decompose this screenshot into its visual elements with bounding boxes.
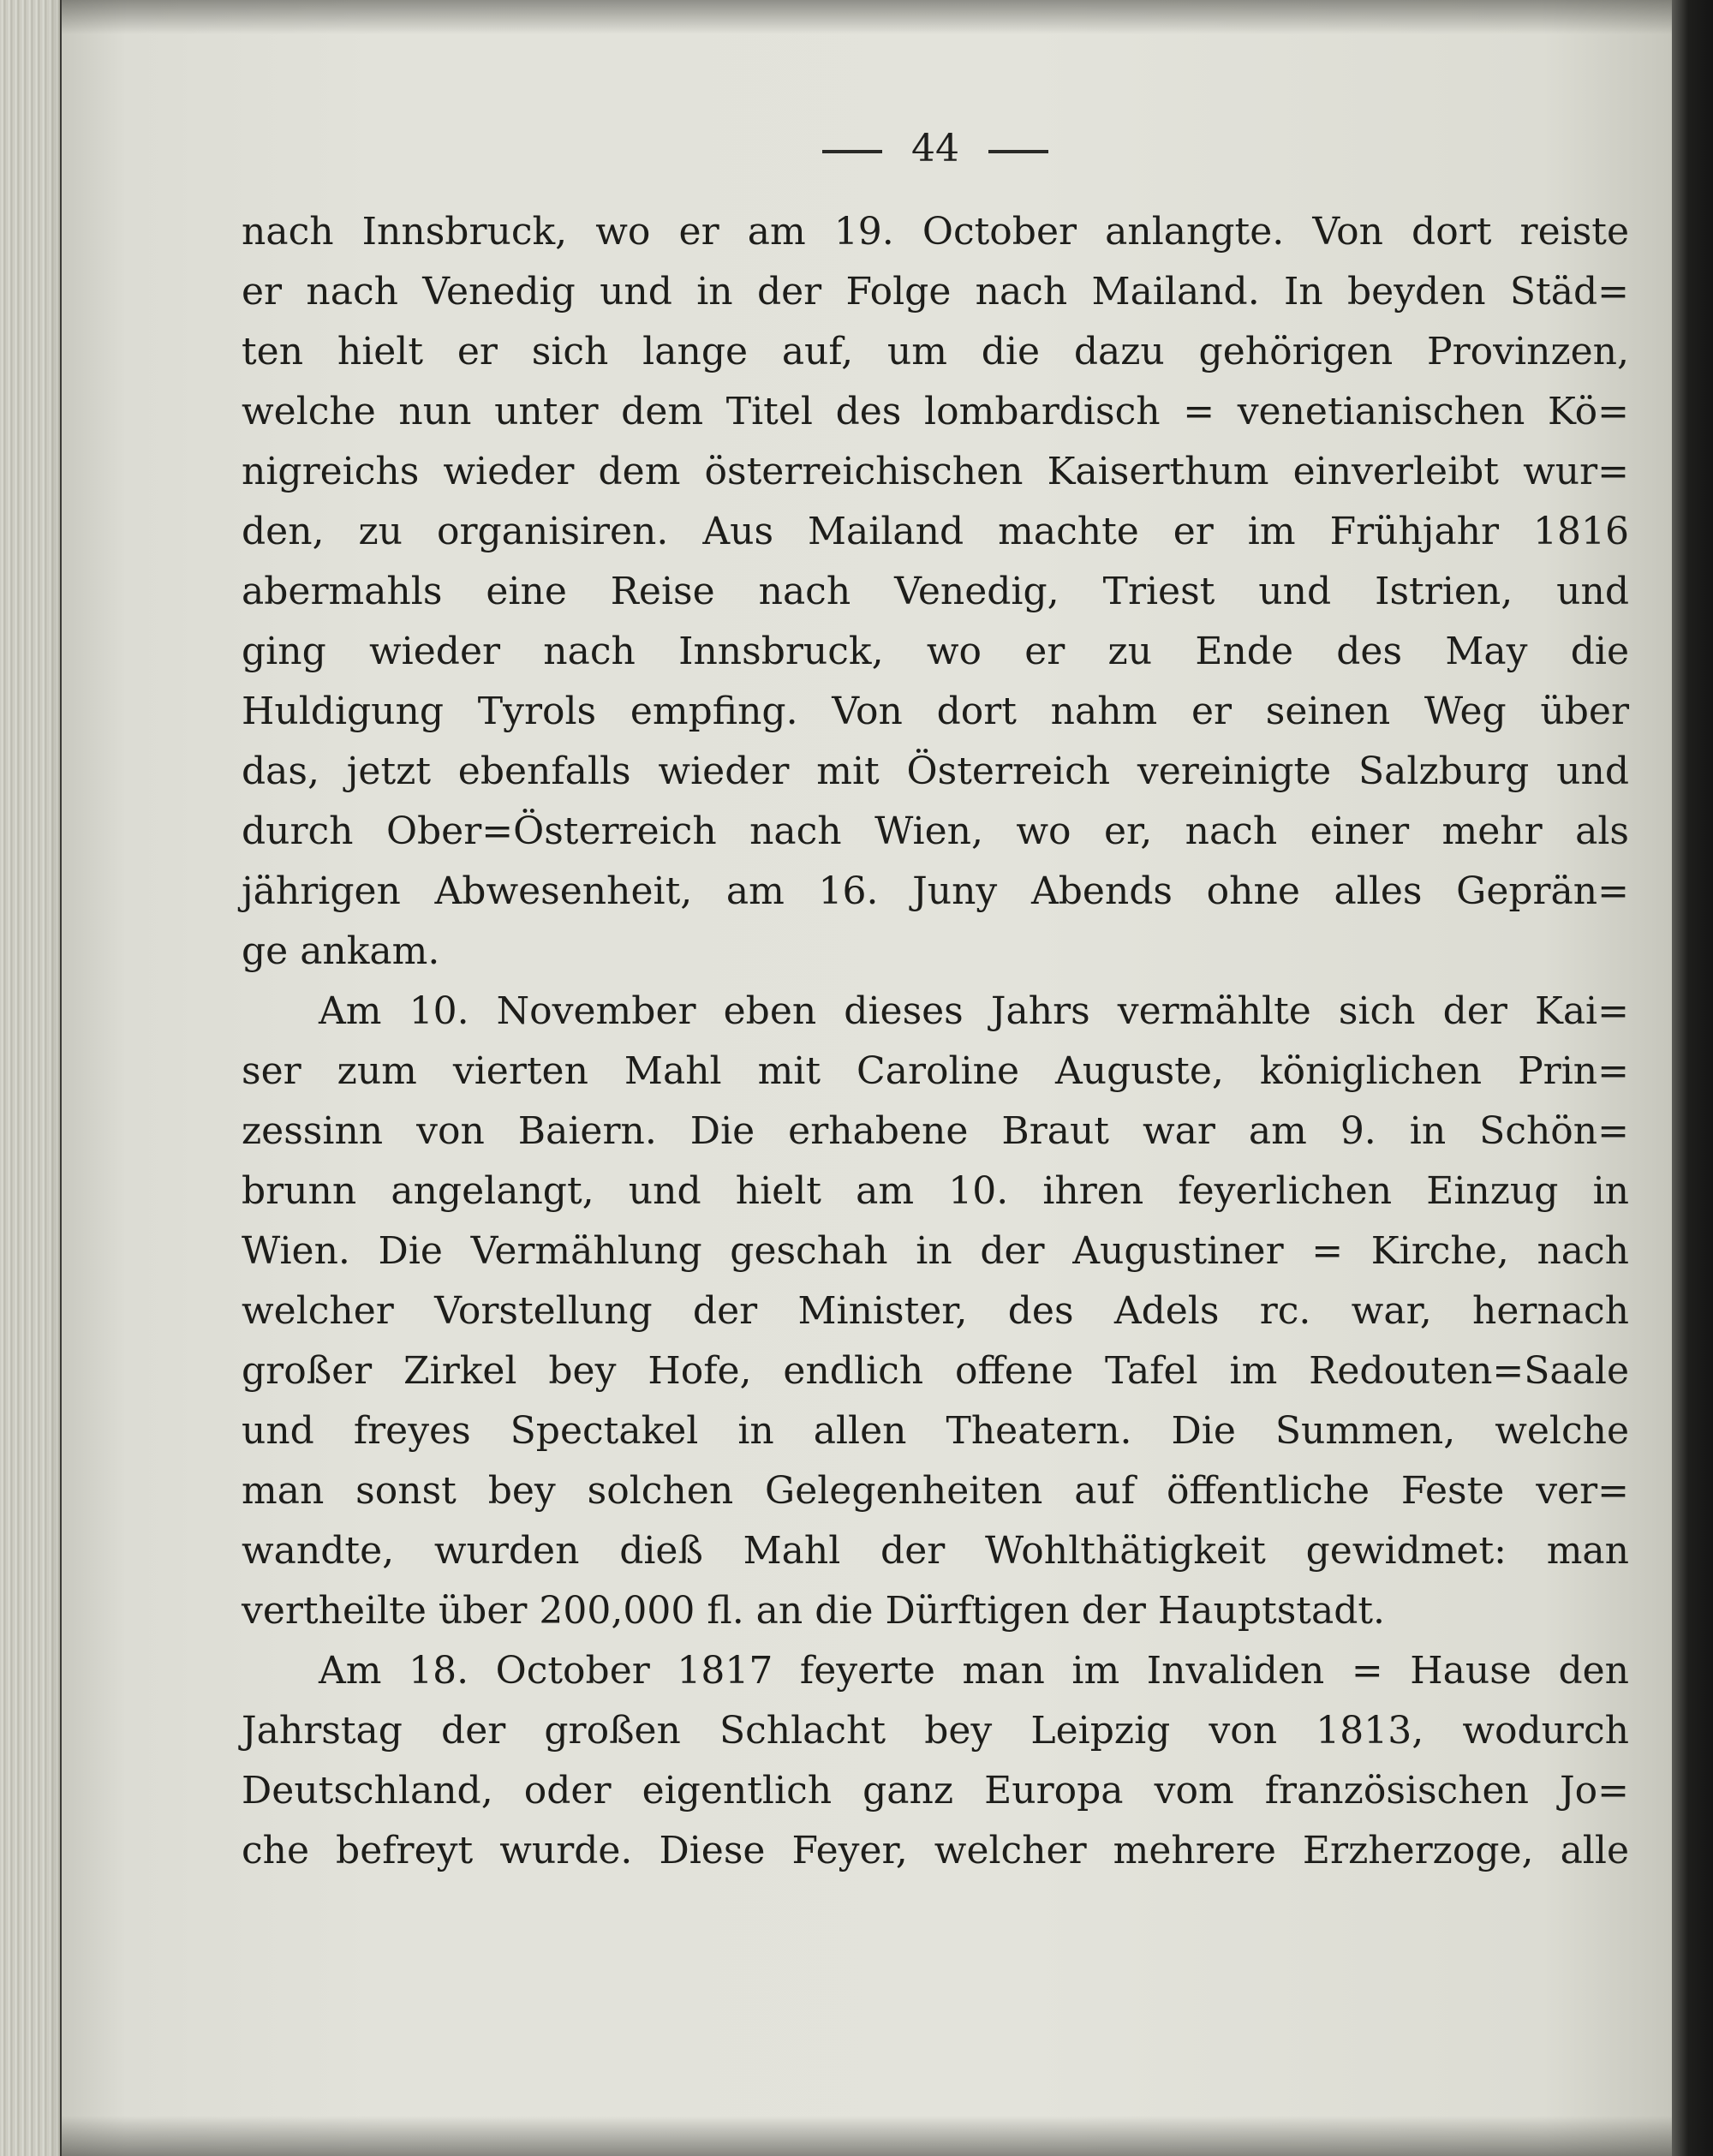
text-line: Am 10. November eben dieses Jahrs vermählte sich der Kai= [319, 989, 1629, 1033]
header-dash-right [988, 150, 1048, 153]
header-dash-left [822, 150, 882, 153]
text-line: jährigen Abwesenheit, am 16. Juny Abends ohne alles Geprän= [242, 869, 1629, 913]
text-line: ser zum vierten Mahl mit Caroline Auguste, königlichen Prin= [242, 1049, 1629, 1093]
text-line: durch Ober=Österreich nach Wien, wo er, nach einer mehr als [242, 809, 1629, 853]
text-line: ging wieder nach Innsbruck, wo er zu Ende des May die [242, 630, 1629, 673]
text-line: das, jetzt ebenfalls wieder mit Österreich vereinigte Salzburg und [242, 750, 1629, 793]
text-line: wandte, wurden dieß Mahl der Wohlthätigkeit gewidmet: man [242, 1529, 1629, 1573]
text-line: welche nun unter dem Titel des lombardisch = venetianischen Kö= [242, 390, 1629, 433]
text-line: und freyes Spectakel in allen Theatern. Die Summen, welche [242, 1409, 1629, 1453]
body-text [242, 202, 1629, 1881]
page-header [242, 127, 1629, 195]
text-line: man sonst bey solchen Gelegenheiten auf öffentliche Feste ver= [242, 1469, 1629, 1513]
text-line: großer Zirkel bey Hofe, endlich offene Tafel im Redouten=Saale [242, 1349, 1629, 1393]
scan-background-edge [1672, 0, 1713, 2156]
page-number: 44 [911, 127, 959, 170]
top-shadow [62, 0, 1672, 34]
text-line: nach Innsbruck, wo er am 19. October anlangte. Von dort reiste [242, 210, 1629, 254]
text-line: nigreichs wieder dem österreichischen Kaiserthum einverleibt wur= [242, 450, 1629, 493]
bottom-shadow [62, 2116, 1672, 2156]
text-line: abermahls eine Reise nach Venedig, Triest und Istrien, und [242, 570, 1629, 613]
text-line: vertheilte über 200,000 fl. an die Dürftigen der Hauptstadt. [242, 1589, 1386, 1633]
text-line: Deutschland, oder eigentlich ganz Europa vom französischen Jo= [242, 1769, 1629, 1813]
text-line: ten hielt er sich lange auf, um die dazu gehörigen Provinzen, [242, 330, 1629, 373]
text-line: Wien. Die Vermählung geschah in der Augustiner = Kirche, nach [242, 1229, 1629, 1273]
text-line: Am 18. October 1817 feyerte man im Invaliden = Hause den [319, 1649, 1629, 1693]
text-line: ge ankam. [242, 929, 440, 973]
text-line: er nach Venedig und in der Folge nach Mailand. In beyden Städ= [242, 270, 1629, 314]
text-line: zessinn von Baiern. Die erhabene Braut war am 9. in Schön= [242, 1109, 1629, 1153]
text-line: brunn angelangt, und hielt am 10. ihren feyerlichen Einzug in [242, 1169, 1629, 1213]
text-line: Jahrstag der großen Schlacht bey Leipzig von 1813, wodurch [242, 1709, 1629, 1753]
text-line: che befreyt wurde. Diese Feyer, welcher mehrere Erzherzoge, alle [242, 1829, 1629, 1872]
text-line: welcher Vorstellung der Minister, des Adels rc. war, hernach [242, 1289, 1629, 1333]
text-line: Huldigung Tyrols empfing. Von dort nahm er seinen Weg über [242, 690, 1629, 733]
text-line: den, zu organisiren. Aus Mailand machte er im Frühjahr 1816 [242, 510, 1629, 553]
